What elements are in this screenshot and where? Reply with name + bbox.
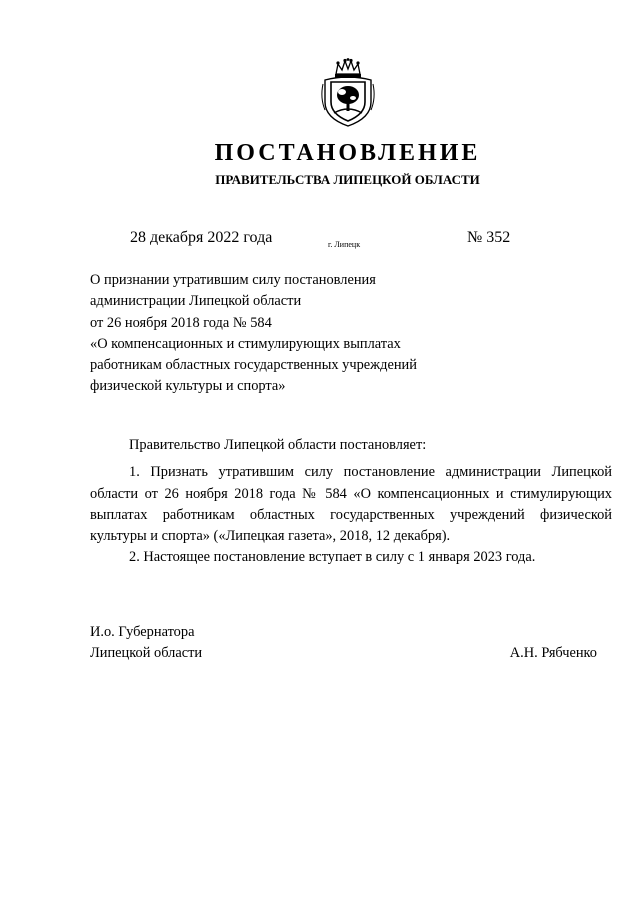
- document-title: ПОСТАНОВЛЕНИЕ: [214, 140, 481, 166]
- signatory-name: А.Н. Рябченко: [509, 645, 597, 661]
- document-city: г. Липецк: [328, 240, 361, 249]
- document-subtitle: ПРАВИТЕЛЬСТВА ЛИПЕЦКОЙ ОБЛАСТИ: [215, 172, 480, 187]
- resolution-item-2: 2. Настоящее постановление вступает в силу с 1 января 2023 года.: [129, 549, 536, 566]
- resolution-item-1: 1. Признать утратившим силу постановление администрации Липецкой области от 26 ноября 2018 года № 584 «О компенсационных и стимулирующих выплатах работникам областных государственных учреждений физической культуры и спорта» («Липецкая газета», 2018, 12 декабря).: [90, 464, 612, 545]
- signatory-position: [90, 622, 202, 665]
- document-body: [90, 435, 612, 569]
- heading-line: «О компенсационных и стимулирующих выплатах: [90, 335, 401, 352]
- document-number: № 352: [467, 229, 511, 246]
- heading-line: физической культуры и спорта»: [90, 378, 286, 395]
- document-date: 28 декабря 2022 года: [130, 229, 273, 246]
- heading-line: работникам областных государственных учреждений: [90, 357, 417, 374]
- signatory-position-line2: Липецкой области: [90, 645, 203, 662]
- document-heading: [90, 270, 490, 398]
- lipetsk-coat-of-arms-icon: [319, 58, 377, 128]
- heading-line: от 26 ноября 2018 года № 584: [90, 314, 272, 331]
- heading-line: О признании утратившим силу постановления: [90, 272, 376, 288]
- signatory-position-line1: И.о. Губернатора: [90, 624, 195, 640]
- heading-line: администрации Липецкой области: [90, 293, 302, 310]
- resolution-intro: Правительство Липецкой области постановляет:: [129, 437, 427, 453]
